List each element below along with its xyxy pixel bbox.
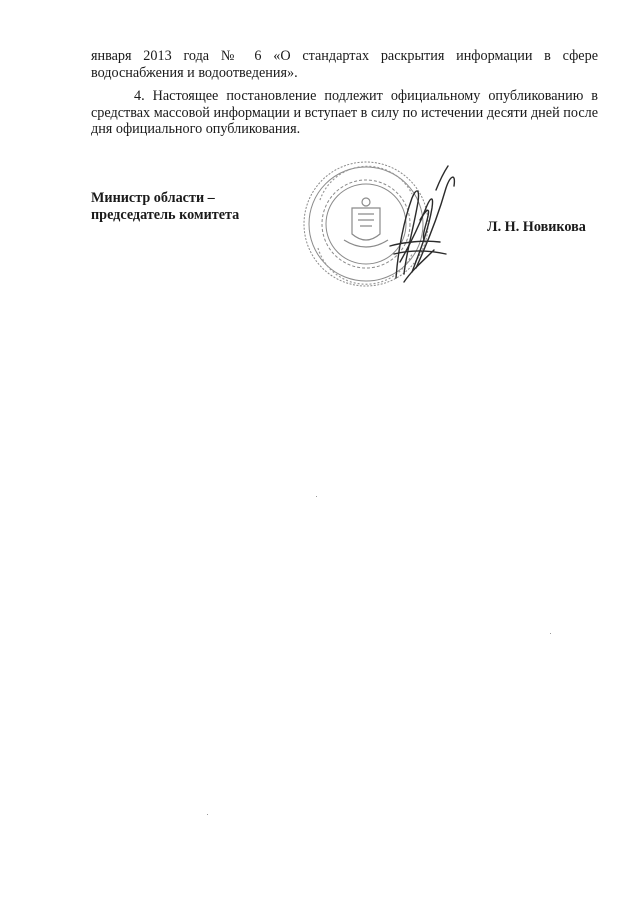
- signatory-title: [91, 190, 239, 224]
- seal-and-signature: [300, 150, 480, 300]
- scan-speck: [316, 496, 317, 497]
- scan-speck: [207, 814, 208, 815]
- paragraph-4: 4. Настоящее постановление подлежит официальному опубликованию в средствах массовой информации и вступает в силу по истечении десяти дней после дня официального опубликования.: [91, 88, 598, 137]
- scan-speck: [550, 633, 551, 634]
- paragraph-3-tail: января 2013 года № 6 «О стандартах раскрытия информации в сфере водоснабжения и водоотведения».: [91, 48, 598, 81]
- signatory-title-line1: Министр области –: [91, 190, 215, 206]
- handwritten-signature-icon: [390, 166, 454, 282]
- official-seal-icon: [300, 150, 480, 300]
- signatory-name: Л. Н. Новикова: [487, 219, 586, 235]
- signatory-title-line2: председатель комитета: [91, 207, 240, 223]
